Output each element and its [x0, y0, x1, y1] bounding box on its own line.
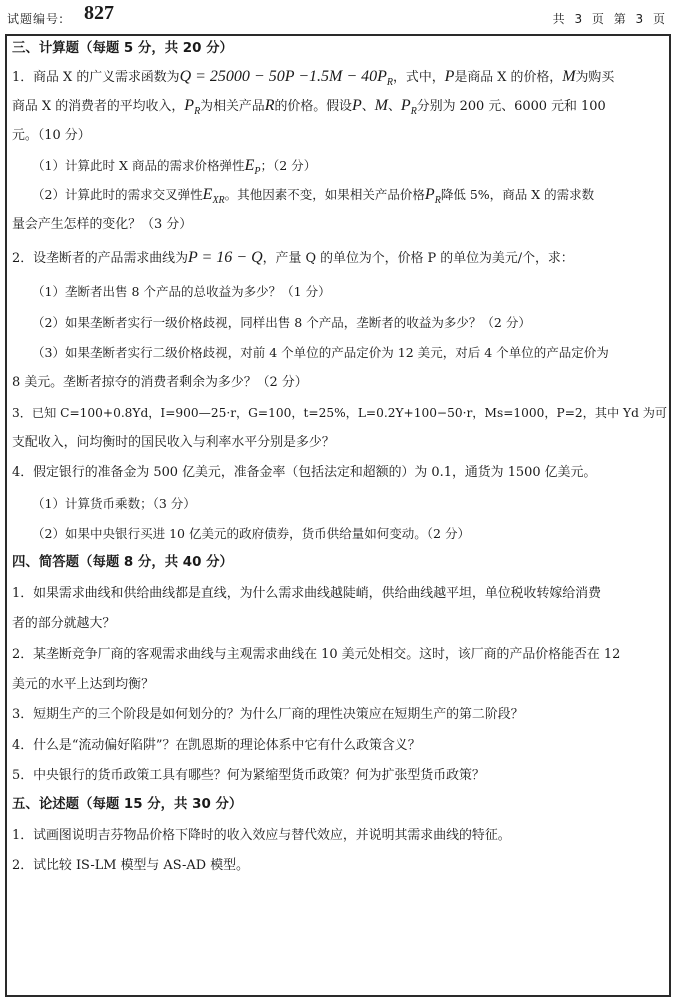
- math-symbol: P: [351, 97, 362, 114]
- math-symbol: P: [444, 68, 455, 85]
- subscript: R: [194, 106, 201, 117]
- question-3-4-sub-2: （2）如果中央银行买进 10 亿美元的政府债券，货币供给量如何变动。（2 分）: [32, 526, 471, 541]
- question-3-3-line-2: 支配收入，问均衡时的国民收入与利率水平分别是多少？: [12, 435, 335, 450]
- page-indicator: 共 3 页 第 3 页: [552, 12, 666, 26]
- question-5-2: 2．试比较 IS-LM 模型与 AS-AD 模型。: [12, 858, 249, 873]
- exam-code: 827: [84, 2, 114, 24]
- section-title-essay: 五、论述题（每题 15 分，共 30 分）: [12, 797, 243, 812]
- question-3-2-sub-1: （1）垄断者出售 8 个产品的总收益为多少？（1 分）: [32, 284, 331, 299]
- text: （2）计算此时的需求交叉弹性: [32, 187, 203, 202]
- question-4-5: 5．中央银行的货币政策工具有哪些？何为紧缩型货币政策？何为扩张型货币政策？: [12, 768, 485, 783]
- text: 为购买: [575, 70, 615, 85]
- question-3-1-line-1: [12, 69, 672, 91]
- exam-header: [0, 0, 680, 34]
- text: 、: [361, 99, 375, 114]
- text: ；（2 分）: [260, 158, 317, 173]
- text: 的价格。假设: [274, 99, 352, 114]
- exam-code-label: 试题编号:: [7, 12, 65, 26]
- text: 商品 X 的消费者的平均收入，: [12, 99, 185, 114]
- text: 。其他因素不变，如果相关产品价格: [224, 187, 425, 202]
- question-3-1-sub-1: [32, 158, 680, 180]
- question-3-1-line-2: [12, 98, 672, 120]
- question-3-1-sub-2-cont: 量会产生怎样的变化？（3 分）: [12, 217, 193, 232]
- question-3-4-line-1: 4．假定银行的准备金为 500 亿美元，准备金率（包括法定和超额的）为 0.1，通货为 1500 亿美元。: [12, 465, 597, 480]
- section-title-calculation: 三、计算题（每题 5 分，共 20 分）: [12, 41, 233, 56]
- text: 分别为 200 元、6000 元和 100: [416, 99, 606, 114]
- demand-function: Q = 25000 − 50P −1.5M − 40P: [179, 68, 387, 85]
- text: 为相关产品: [200, 99, 265, 114]
- math-symbol: P: [424, 186, 435, 203]
- question-4-2-line-1: 2．某垄断竞争厂商的客观需求曲线与主观需求曲线在 10 美元处相交。这时，该厂商的产品价格能否在 12: [12, 647, 621, 662]
- question-3-2-sub-3: （3）如果垄断者实行二级价格歧视，对前 4 个单位的产品定价为 12 美元，对后 4 个单位的产品定价为: [32, 345, 609, 360]
- math-symbol: R: [264, 97, 275, 114]
- math-symbol: P: [400, 97, 411, 114]
- text: ，式中，: [393, 70, 445, 85]
- question-4-1-line-1: 1．如果需求曲线和供给曲线都是直线，为什么需求曲线越陡峭，供给曲线越平坦，单位税收转嫁给消费: [12, 586, 601, 601]
- question-4-2-line-2: 美元的水平上达到均衡？: [12, 677, 154, 692]
- question-3-1-sub-2: [32, 187, 680, 209]
- text: 降低 5%，商品 X 的需求数: [440, 187, 595, 202]
- text: （1）计算此时 X 商品的需求价格弹性: [32, 158, 245, 173]
- text: ，产量 Q 的单位为个，价格 P 的单位为美元/个，求：: [262, 251, 574, 266]
- demand-curve-formula: P = 16 − Q: [188, 249, 263, 266]
- math-symbol: M: [374, 97, 388, 114]
- question-3-4-sub-1: （1）计算货币乘数；（3 分）: [32, 496, 196, 511]
- math-symbol: E: [202, 186, 213, 203]
- math-symbol: M: [562, 68, 576, 85]
- question-3-3-line-1: 3．已知 C=100+0.8Yd，I=900—25·r，G=100，t=25%，L=0.2Y+100−50·r，Ms=1000，P=2，其中 Yd 为可: [12, 406, 668, 420]
- question-4-1-line-2: 者的部分就越大？: [12, 616, 116, 631]
- subscript: XR: [212, 195, 225, 206]
- text: 是商品 X 的价格，: [454, 70, 563, 85]
- math-symbol: P: [184, 97, 195, 114]
- question-3-2-line-1: [12, 250, 672, 267]
- subscript: R: [434, 195, 441, 206]
- question-5-1: 1．试画图说明吉芬物品价格下降时的收入效应与替代效应，并说明其需求曲线的特征。: [12, 828, 511, 843]
- section-title-short-answer: 四、简答题（每题 8 分，共 40 分）: [12, 555, 233, 570]
- question-3-2-sub-3-cont: 8 美元。垄断者掠夺的消费者剩余为多少？（2 分）: [12, 375, 308, 390]
- question-3-2-sub-2: （2）如果垄断者实行一级价格歧视，同样出售 8 个产品，垄断者的收益为多少？（2 分）: [32, 315, 531, 330]
- question-4-4: 4．什么是“流动偏好陷阱”？在凯恩斯的理论体系中它有什么政策含义？: [12, 738, 421, 753]
- question-3-1-line-3: 元。（10 分）: [12, 128, 91, 143]
- question-4-3: 3．短期生产的三个阶段是如何划分的？为什么厂商的理性决策应在短期生产的第二阶段？: [12, 707, 524, 722]
- subscript: R: [386, 77, 394, 88]
- text: 、: [387, 99, 401, 114]
- text: 2．设垄断者的产品需求曲线为: [12, 251, 188, 266]
- text: 1．商品 X 的广义需求函数为: [12, 70, 180, 85]
- subscript: P: [254, 166, 261, 177]
- subscript: R: [410, 106, 417, 117]
- math-symbol: E: [244, 157, 255, 174]
